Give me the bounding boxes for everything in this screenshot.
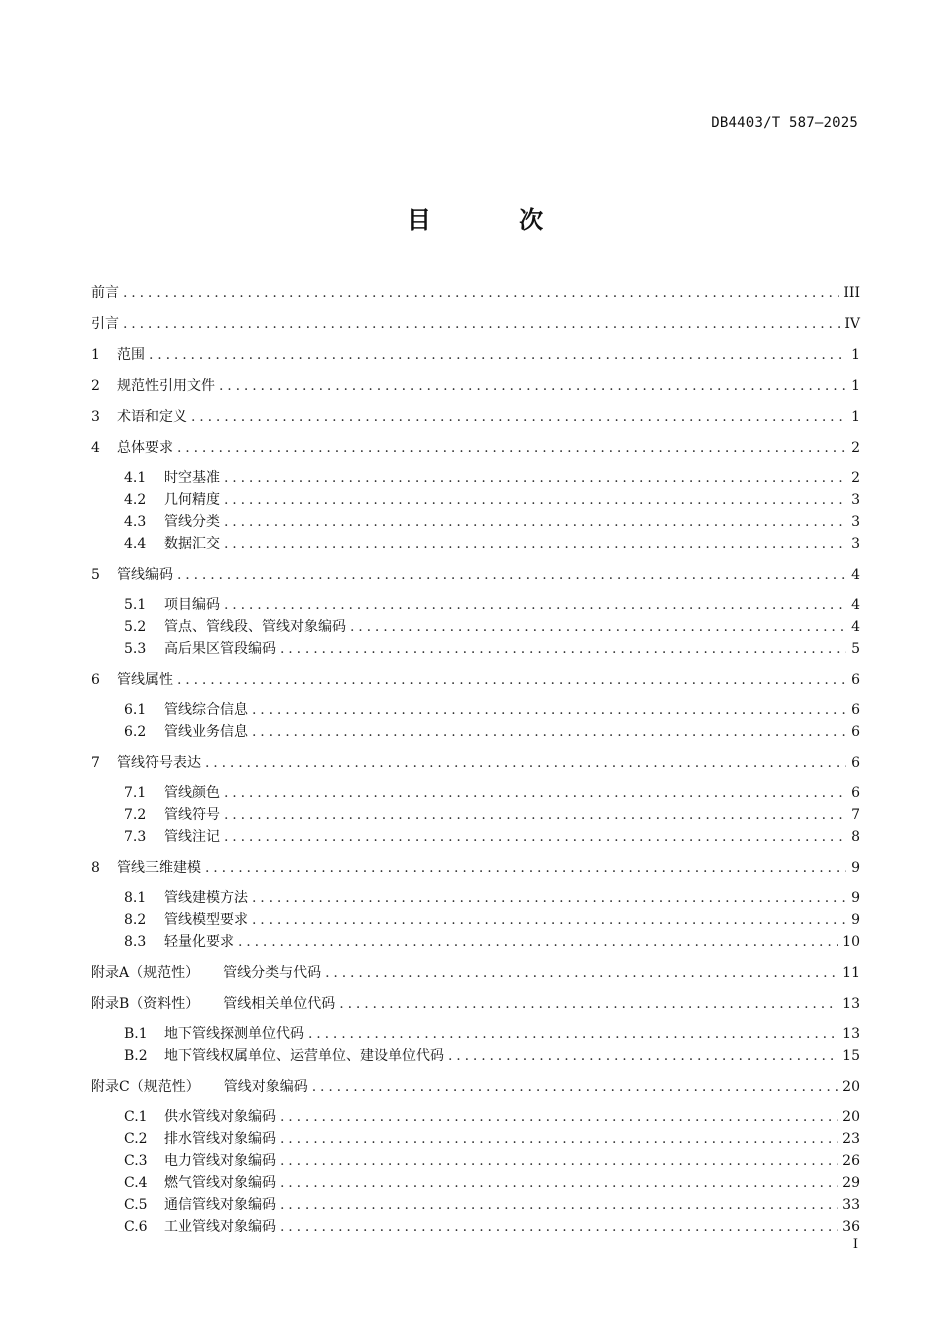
toc-entry-number: 7.2 xyxy=(124,807,147,823)
toc-entry[interactable] xyxy=(91,669,860,691)
toc-entry-number: C.2 xyxy=(124,1131,148,1147)
toc-entry[interactable] xyxy=(91,344,860,366)
toc-entry-number: 4.4 xyxy=(124,536,147,552)
toc-leader-dots xyxy=(325,962,838,984)
toc-leader-dots xyxy=(252,699,846,721)
toc-entry[interactable] xyxy=(91,564,860,586)
toc-entry-number: 5 xyxy=(91,567,100,583)
toc-entry-number: B.2 xyxy=(124,1048,148,1064)
toc-entry-number: 2 xyxy=(91,378,100,394)
table-of-contents xyxy=(91,282,860,1238)
toc-entry[interactable] xyxy=(91,638,860,660)
toc-entry-page: III xyxy=(843,285,860,301)
toc-entry-label: 通信管线对象编码 xyxy=(164,1197,276,1213)
toc-leader-dots xyxy=(224,782,846,804)
toc-entry-label: 地下管线探测单位代码 xyxy=(164,1026,304,1042)
toc-entry-label: 管线属性 xyxy=(117,672,173,688)
document-id: DB4403/T 587—2025 xyxy=(711,115,858,131)
toc-leader-dots xyxy=(224,804,846,826)
toc-entry-label: 高后果区管段编码 xyxy=(164,641,276,657)
toc-leader-dots xyxy=(448,1045,838,1067)
toc-entry[interactable] xyxy=(91,752,860,774)
toc-leader-dots xyxy=(280,1194,838,1216)
toc-entry[interactable] xyxy=(91,533,860,555)
toc-entry-number: 7.3 xyxy=(124,829,147,845)
toc-entry[interactable] xyxy=(91,1216,860,1238)
toc-entry[interactable] xyxy=(91,1128,860,1150)
toc-entry-number: 附录B（资料性） xyxy=(91,996,200,1012)
toc-entry[interactable] xyxy=(91,489,860,511)
toc-entry-page: 6 xyxy=(851,755,860,771)
toc-entry-label: 数据汇交 xyxy=(164,536,220,552)
toc-entry-label: 地下管线权属单位、运营单位、建设单位代码 xyxy=(164,1048,444,1064)
toc-entry-number: 8.3 xyxy=(124,934,147,950)
footer-page-number: I xyxy=(852,1237,858,1252)
toc-entry-page: 36 xyxy=(842,1219,860,1235)
toc-entry[interactable] xyxy=(91,962,860,984)
toc-leader-dots xyxy=(280,1106,838,1128)
toc-entry[interactable] xyxy=(91,887,860,909)
toc-entry-label: 管线三维建模 xyxy=(117,860,201,876)
toc-entry-page: 23 xyxy=(842,1131,860,1147)
toc-entry-page: 6 xyxy=(851,724,860,740)
toc-leader-dots xyxy=(350,616,846,638)
toc-entry-label: 管线综合信息 xyxy=(164,702,248,718)
toc-entry-number: 5.1 xyxy=(124,597,147,613)
toc-entry[interactable] xyxy=(91,282,860,304)
toc-entry-label: 范围 xyxy=(117,347,145,363)
toc-entry-page: 1 xyxy=(851,409,860,425)
toc-entry-number: 6.1 xyxy=(124,702,147,718)
toc-leader-dots xyxy=(205,857,846,879)
toc-entry-label: 时空基准 xyxy=(164,470,220,486)
toc-entry-number: 附录C（规范性） xyxy=(91,1079,200,1095)
toc-leader-dots xyxy=(224,511,846,533)
toc-entry-page: 9 xyxy=(851,860,860,876)
toc-entry-number: 4 xyxy=(91,440,100,456)
toc-leader-dots xyxy=(252,909,846,931)
toc-leader-dots xyxy=(177,564,846,586)
toc-entry-number: 5.2 xyxy=(124,619,147,635)
toc-entry-number: B.1 xyxy=(124,1026,148,1042)
toc-entry-label: 工业管线对象编码 xyxy=(164,1219,276,1235)
toc-entry-label: 管线符号表达 xyxy=(117,755,201,771)
toc-leader-dots xyxy=(308,1023,838,1045)
toc-leader-dots xyxy=(224,489,846,511)
toc-entry-page: 10 xyxy=(842,934,860,950)
toc-entry-page: 3 xyxy=(851,492,860,508)
toc-entry-label: 管线颜色 xyxy=(164,785,220,801)
toc-leader-dots xyxy=(339,993,838,1015)
toc-entry-label: 排水管线对象编码 xyxy=(164,1131,276,1147)
toc-entry-number: 7 xyxy=(91,755,100,771)
toc-entry-page: 4 xyxy=(851,567,860,583)
toc-entry-page: 1 xyxy=(851,378,860,394)
toc-entry-page: 4 xyxy=(851,597,860,613)
toc-leader-dots xyxy=(312,1076,838,1098)
toc-leader-dots xyxy=(280,1128,838,1150)
toc-leader-dots xyxy=(191,406,846,428)
toc-entry-number: C.6 xyxy=(124,1219,148,1235)
toc-leader-dots xyxy=(224,826,846,848)
toc-entry-page: 15 xyxy=(842,1048,860,1064)
toc-entry-number: C.4 xyxy=(124,1175,148,1191)
toc-leader-dots xyxy=(224,533,846,555)
toc-leader-dots xyxy=(149,344,846,366)
toc-entry-number: 8 xyxy=(91,860,100,876)
toc-entry-page: 2 xyxy=(851,470,860,486)
toc-entry-label: 引言 xyxy=(91,316,119,332)
toc-entry-page: 2 xyxy=(851,440,860,456)
toc-leader-dots xyxy=(280,638,846,660)
toc-entry[interactable] xyxy=(91,375,860,397)
toc-entry[interactable] xyxy=(91,616,860,638)
toc-leader-dots xyxy=(238,931,838,953)
toc-entry-page: 6 xyxy=(851,672,860,688)
toc-leader-dots xyxy=(224,594,846,616)
toc-entry-page: 4 xyxy=(851,619,860,635)
toc-leader-dots xyxy=(205,752,846,774)
toc-entry-page: 33 xyxy=(842,1197,860,1213)
toc-entry-page: 11 xyxy=(842,965,860,981)
toc-entry-page: 20 xyxy=(842,1079,860,1095)
toc-entry[interactable] xyxy=(91,594,860,616)
toc-entry[interactable] xyxy=(91,1106,860,1128)
toc-entry[interactable] xyxy=(91,1150,860,1172)
toc-entry-page: 1 xyxy=(851,347,860,363)
toc-entry[interactable] xyxy=(91,857,860,879)
toc-entry-number: 附录A（规范性） xyxy=(91,965,200,981)
toc-entry-label: 术语和定义 xyxy=(117,409,187,425)
toc-leader-dots xyxy=(280,1216,838,1238)
toc-entry-page: 29 xyxy=(842,1175,860,1191)
toc-entry-label: 项目编码 xyxy=(164,597,220,613)
toc-entry-number: 4.3 xyxy=(124,514,147,530)
toc-entry[interactable] xyxy=(91,511,860,533)
toc-entry[interactable] xyxy=(91,909,860,931)
toc-leader-dots xyxy=(224,467,846,489)
toc-entry-number: 6.2 xyxy=(124,724,147,740)
toc-entry[interactable] xyxy=(91,437,860,459)
toc-entry-page: 9 xyxy=(851,890,860,906)
toc-leader-dots xyxy=(123,282,839,304)
toc-entry[interactable] xyxy=(91,313,860,335)
toc-entry-number: 1 xyxy=(91,347,100,363)
toc-entry[interactable] xyxy=(91,826,860,848)
toc-entry-label: 管线编码 xyxy=(117,567,173,583)
toc-entry-label: 前言 xyxy=(91,285,119,301)
toc-entry-number: 4.1 xyxy=(124,470,147,486)
toc-entry[interactable] xyxy=(91,1045,860,1067)
toc-entry[interactable] xyxy=(91,1076,860,1098)
toc-entry-number: 5.3 xyxy=(124,641,147,657)
toc-entry-label: 管线符号 xyxy=(164,807,220,823)
toc-entry[interactable] xyxy=(91,406,860,428)
toc-entry-label: 管线对象编码 xyxy=(223,1079,308,1095)
toc-entry-number: 6 xyxy=(91,672,100,688)
toc-entry-label: 总体要求 xyxy=(117,440,173,456)
toc-entry-label: 管线相关单位代码 xyxy=(223,996,336,1012)
toc-entry-label: 管线分类与代码 xyxy=(223,965,322,981)
toc-entry-page: 5 xyxy=(851,641,860,657)
toc-entry-label: 几何精度 xyxy=(164,492,220,508)
toc-entry[interactable] xyxy=(91,721,860,743)
toc-leader-dots xyxy=(219,375,846,397)
toc-entry-label: 燃气管线对象编码 xyxy=(164,1175,276,1191)
toc-entry-number: 8.1 xyxy=(124,890,147,906)
toc-entry-label: 管线注记 xyxy=(164,829,220,845)
toc-entry-number: C.1 xyxy=(124,1109,148,1125)
toc-leader-dots xyxy=(177,669,846,691)
toc-entry-page: 13 xyxy=(842,1026,860,1042)
toc-entry-page: 6 xyxy=(851,785,860,801)
toc-entry-number: 3 xyxy=(91,409,100,425)
toc-entry-label: 管点、管线段、管线对象编码 xyxy=(164,619,346,635)
toc-entry[interactable] xyxy=(91,782,860,804)
toc-entry-number: C.3 xyxy=(124,1153,148,1169)
toc-entry-label: 规范性引用文件 xyxy=(117,378,215,394)
toc-entry-page: IV xyxy=(844,316,860,332)
toc-entry-page: 20 xyxy=(842,1109,860,1125)
toc-entry-number: C.5 xyxy=(124,1197,148,1213)
toc-entry[interactable] xyxy=(91,699,860,721)
toc-entry-page: 8 xyxy=(851,829,860,845)
toc-entry-label: 电力管线对象编码 xyxy=(164,1153,276,1169)
toc-entry-page: 6 xyxy=(851,702,860,718)
toc-entry[interactable] xyxy=(91,1172,860,1194)
toc-entry[interactable] xyxy=(91,1023,860,1045)
toc-entry-number: 7.1 xyxy=(124,785,147,801)
toc-leader-dots xyxy=(177,437,846,459)
toc-entry-page: 9 xyxy=(851,912,860,928)
toc-entry-page: 26 xyxy=(842,1153,860,1169)
toc-entry-number: 8.2 xyxy=(124,912,147,928)
page-title: 目 次 xyxy=(406,206,584,234)
toc-leader-dots xyxy=(252,887,846,909)
toc-entry-page: 3 xyxy=(851,536,860,552)
toc-entry[interactable] xyxy=(91,931,860,953)
toc-entry-label: 轻量化要求 xyxy=(164,934,234,950)
toc-entry[interactable] xyxy=(91,1194,860,1216)
toc-entry-page: 13 xyxy=(842,996,860,1012)
toc-entry[interactable] xyxy=(91,804,860,826)
toc-entry[interactable] xyxy=(91,993,860,1015)
toc-entry[interactable] xyxy=(91,467,860,489)
toc-entry-label: 管线模型要求 xyxy=(164,912,248,928)
toc-entry-label: 管线建模方法 xyxy=(164,890,248,906)
toc-entry-page: 3 xyxy=(851,514,860,530)
toc-entry-page: 7 xyxy=(851,807,860,823)
toc-leader-dots xyxy=(280,1150,838,1172)
toc-entry-label: 供水管线对象编码 xyxy=(164,1109,276,1125)
toc-leader-dots xyxy=(280,1172,838,1194)
toc-leader-dots xyxy=(123,313,840,335)
toc-entry-number: 4.2 xyxy=(124,492,147,508)
toc-leader-dots xyxy=(252,721,846,743)
toc-entry-label: 管线分类 xyxy=(164,514,220,530)
toc-entry-label: 管线业务信息 xyxy=(164,724,248,740)
